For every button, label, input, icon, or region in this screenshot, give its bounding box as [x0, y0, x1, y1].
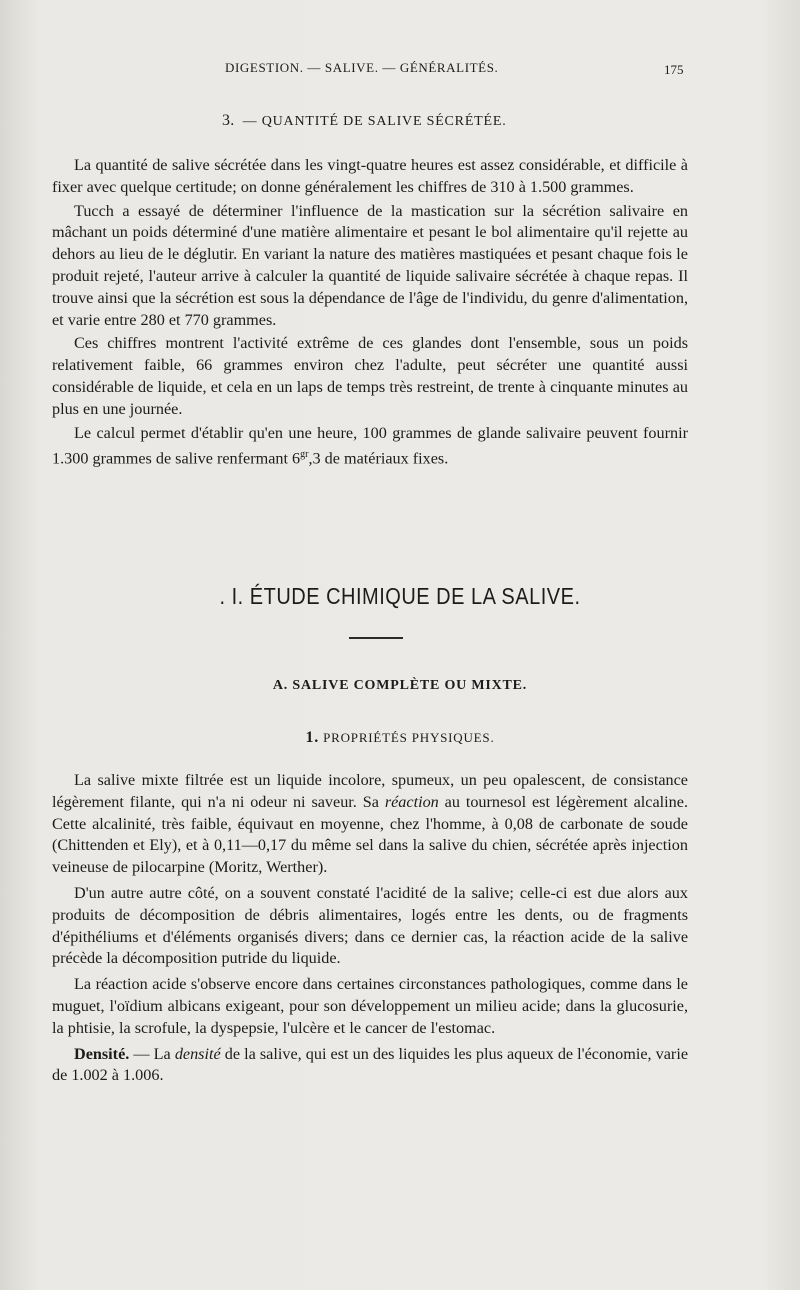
- paragraph: Ces chiffres montrent l'activité extrême de ces glandes dont l'ensemble, sous un poids relativement faible, 66 grammes environ chez l'adulte, peut sécréter une quantité aussi considérable de liquide, et cela en un laps de temps très restreint, de trente à cinquante minutes au plus en une journée.: [52, 334, 688, 418]
- paragraph: D'un autre autre côté, on a souvent constaté l'acidité de la salive; celle-ci est due alors aux produits de décomposition de débris alimentaires, logés entre les dents, ou de fragments d'épithéliums et d'éléments organisés divers; dans ce dernier cas, la réaction acide de la salive précède la décomposition putride du liquide.: [52, 883, 688, 968]
- subsection-heading-a: A. SALIVE COMPLÈTE OU MIXTE.: [272, 678, 528, 693]
- unit-superscript: gr: [300, 449, 309, 461]
- paragraph: Densité. — La densité de la salive, qui est un des liquides les plus aqueux de l'économie, varie de 1.002 à 1.006.: [52, 1044, 688, 1085]
- text-block-properties: [52, 770, 688, 1087]
- subsection-heading-1: [0, 729, 800, 747]
- section-heading-3: [222, 112, 507, 130]
- running-head: DIGESTION. — SALIVE. — GÉNÉRALITÉS.: [225, 60, 499, 75]
- text-block-quantity: [52, 155, 688, 471]
- chapter-title: . I. ÉTUDE CHIMIQUE DE LA SALIVE.: [219, 584, 581, 610]
- paragraph: Tucch a essayé de déterminer l'influence de la mastication sur la sécrétion salivaire en mâchant un poids déterminé d'une matière alimentaire et pesant le bol alimentaire qu'il rejette au dehors au lieu de le déglutir. En variant la nature des matières mastiquées et pesant chaque fois le produit rejeté, l'auteur arrive à calculer la quantité de liquide salivaire sécrétée à chaque repas. Il trouve ainsi que la sécrétion est sous la dépendance de l'âge de l'individu, du genre d'alimentation, et varie entre 280 et 770 grammes.: [52, 201, 688, 329]
- emphasis: réaction: [384, 792, 439, 811]
- subsection-title: PROPRIÉTÉS PHYSIQUES.: [323, 730, 495, 745]
- paragraph: La salive mixte filtrée est un liquide incolore, spumeux, un peu opalescent, de consistance légèrement filante, qui n'a ni odeur ni saveur. Sa réaction au tournesol est légèrement alcaline. Cette alcalinité, très faible, équivaut en moyenne, chez l'homme, à 0,08 de carbonate de soude (Chittenden et Ely), et à 0,11—0,17 du même sel dans la salive du chien, sécrétée après injection veineuse de pilocarpine (Moritz, Werther).: [52, 771, 688, 877]
- chapter-rule-divider: [349, 637, 403, 639]
- section-number: 3.: [222, 112, 235, 129]
- paragraph: La réaction acide s'observe encore dans certaines circonstances pathologiques, comme dans le muguet, l'oïdium albicans exigeant, pour son développement un milieu acide; dans la glucosurie, la phtisie, la scrofule, la dyspepsie, l'ulcère et le cancer de l'estomac.: [52, 975, 688, 1037]
- section-title: — QUANTITÉ DE SALIVE SÉCRÉTÉE.: [242, 114, 507, 129]
- paragraph: Le calcul permet d'établir qu'en une heure, 100 grammes de glande salivaire peuvent fournir 1.300 grammes de salive renfermant $6^{gr},3$ de matériaux fixes.: [52, 423, 688, 468]
- run-in-heading: Densité.: [74, 1044, 130, 1063]
- subsection-number: 1.: [305, 729, 320, 746]
- page-number: 175: [664, 62, 684, 77]
- paragraph: La quantité de salive sécrétée dans les vingt-quatre heures est assez considérable, et difficile à fixer avec quelque certitude; on donne généralement les chiffres de 310 à 1.500 grammes.: [52, 156, 688, 196]
- emphasis: densité: [174, 1044, 221, 1063]
